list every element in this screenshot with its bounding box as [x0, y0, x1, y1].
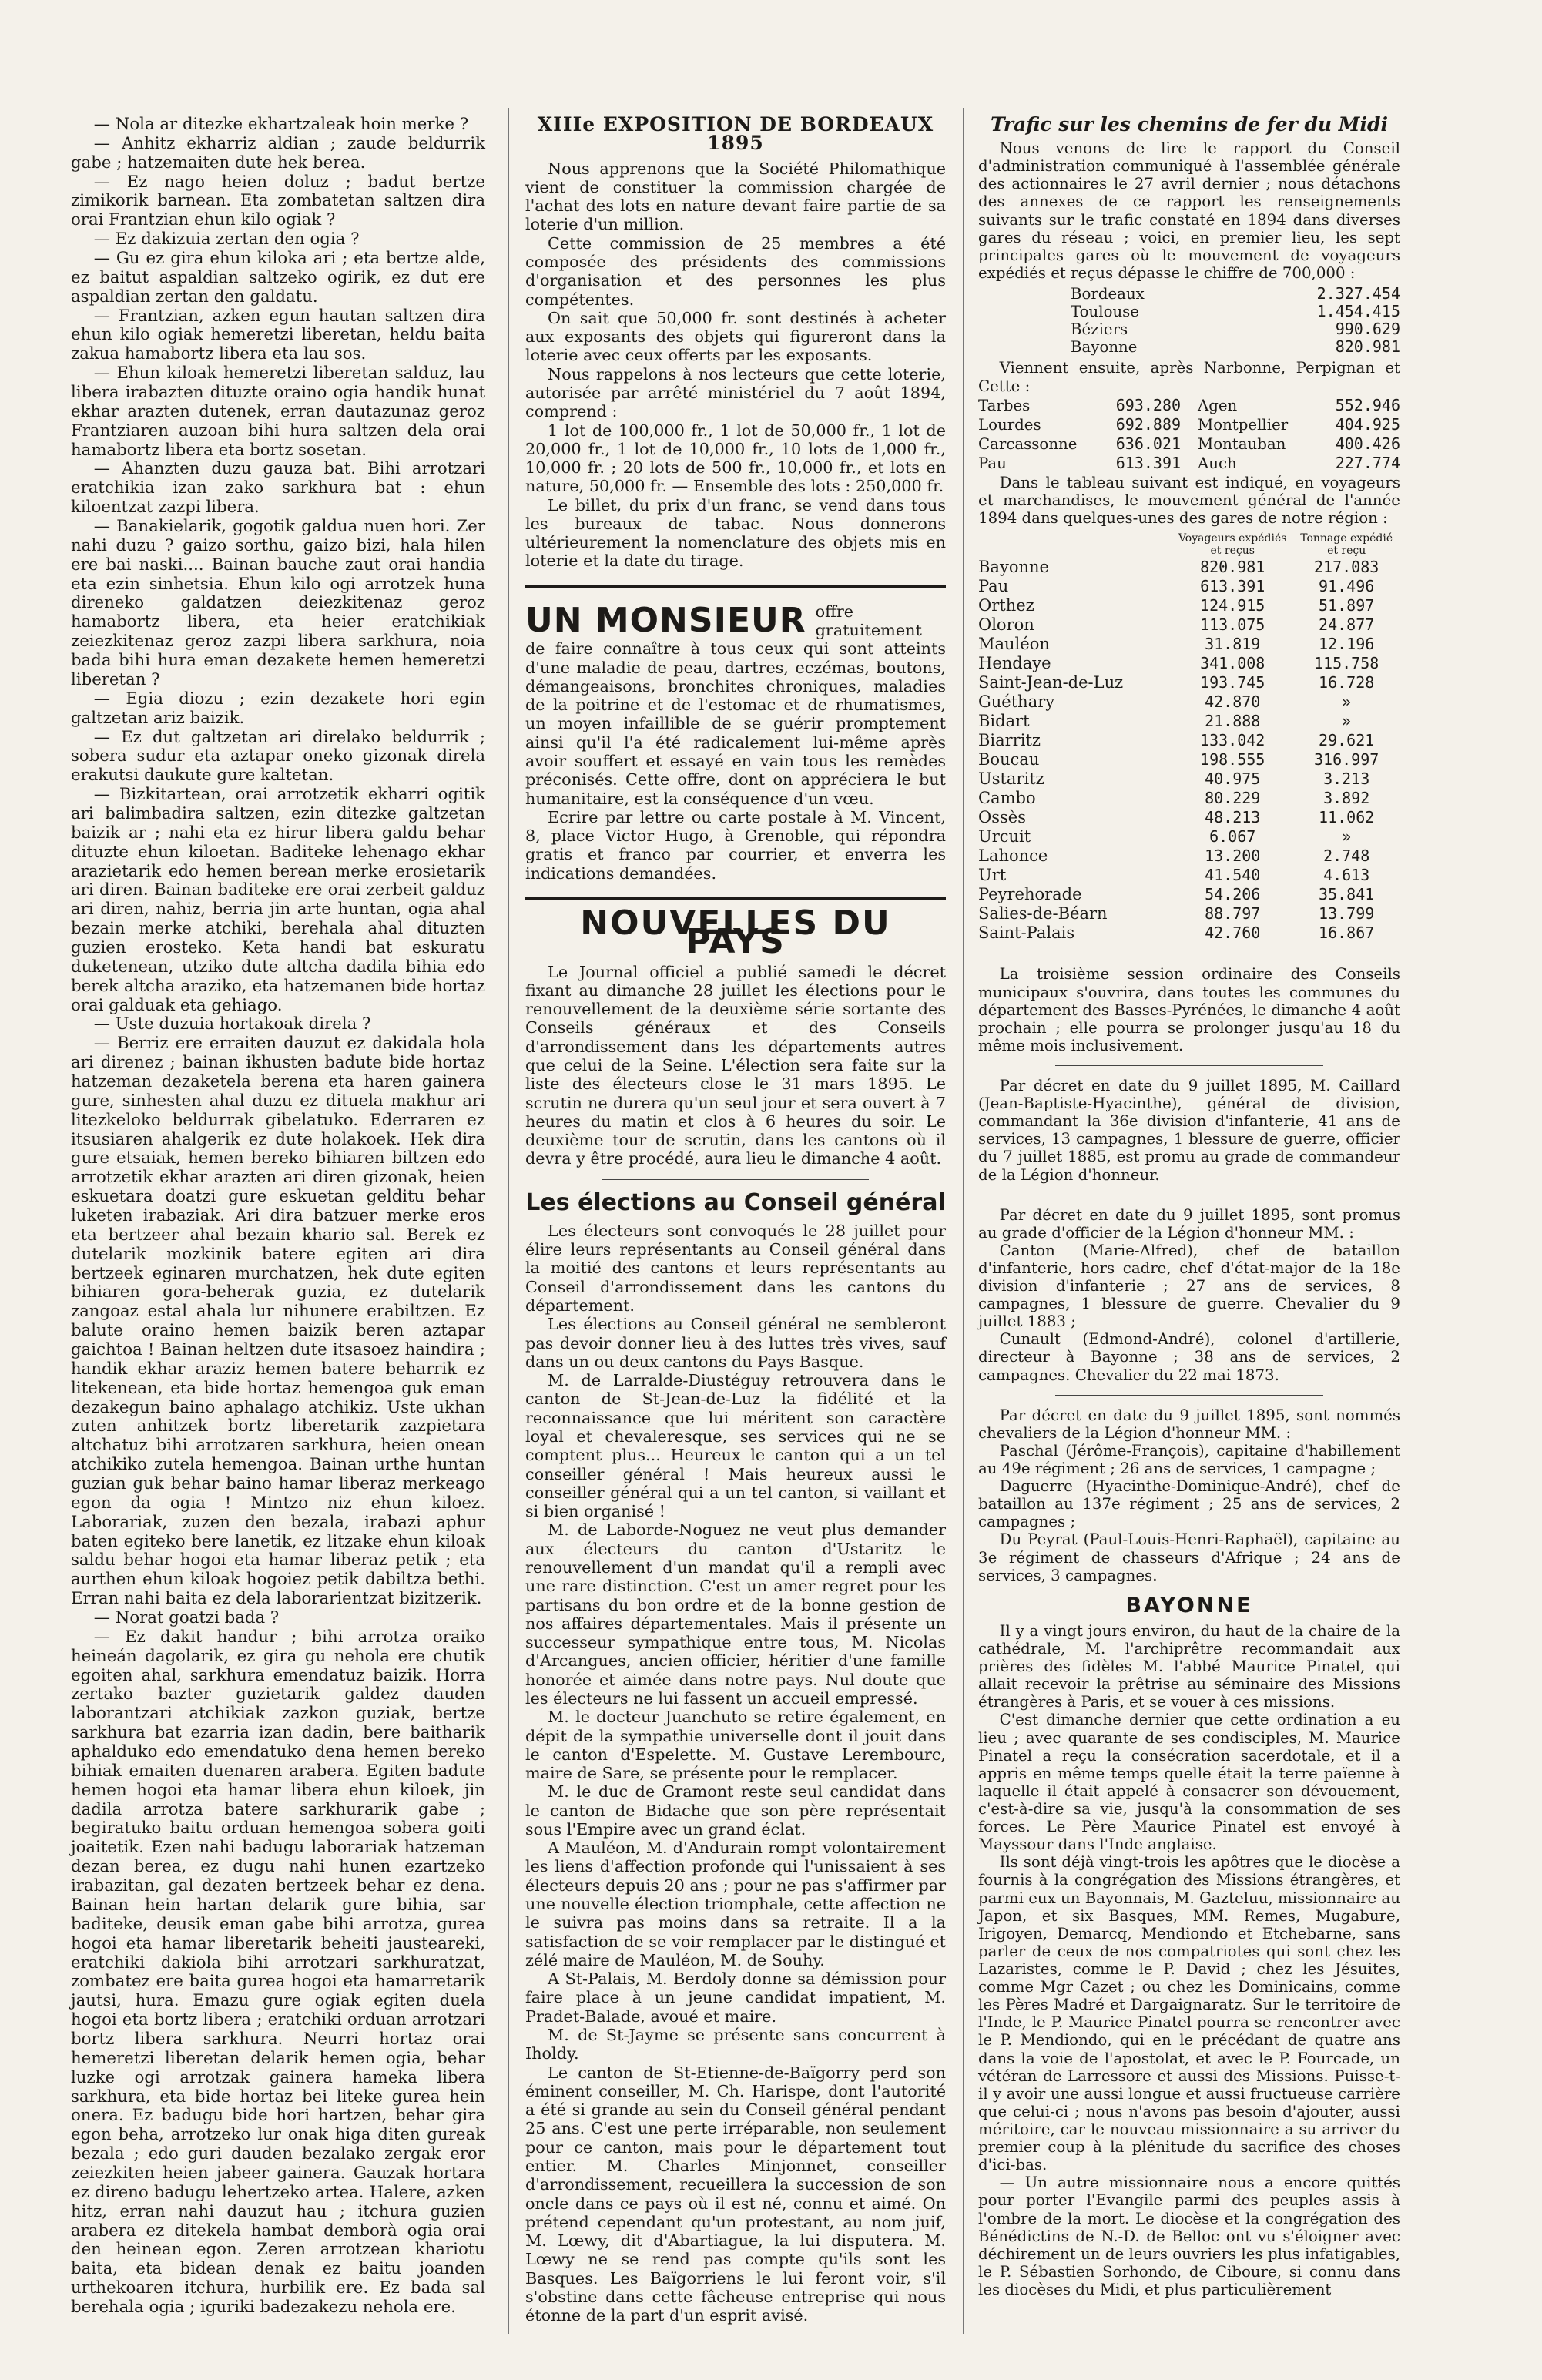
table-row	[978, 692, 1400, 712]
bayonne-body	[978, 1622, 1400, 2298]
station-cell: Boucau	[978, 750, 1040, 769]
paragraph: — Bizkitartean, orai arrotzetik ekharri ogitik ari balimbadira saltzen, ezin ditezke galtzetan baizik ar ; nahi eta ez hirur libera galdu behar dituzte ehun kiloetan. Baditeke lehenago ekhar arazietarik edo hemen berean merke erosietarik ari diren. Bainan baditeke ere orai zerbeit galduz ari diren, nahiz, berria jin arte huntan, ogia ahal bezain merke atchiki, berehala ahal dituzten guzien erosteko. Keta handi bat eskuratu duketenean, utziko dute altcha dadila bihia edo berek altcha araziko, eta hatzemanen bide hortaz orai galduak eta gehiago.	[71, 785, 485, 1015]
value-cell: 54.206	[1205, 885, 1261, 904]
paragraph: Nous rappelons à nos lecteurs que cette loterie, autorisée par arrêté ministériel du 7 août 1894, comprend :	[525, 364, 946, 421]
monsieur-contact: Ecrire par lettre ou carte postale à M. Vincent, 8, place Victor Hugo, à Grenoble, qui répondra gratis et franco par courrier, et enverra les indications demandées.	[525, 807, 946, 883]
value-cell: 3.213	[1323, 769, 1370, 789]
value-cell: 31.819	[1205, 635, 1261, 654]
station-name: Carcassonne	[978, 434, 1078, 453]
table-header: Voyageurs expédiés et reçus	[1178, 532, 1287, 558]
station-name: Montauban	[1197, 434, 1286, 453]
value-cell: 88.797	[1205, 904, 1261, 924]
separator-line	[1055, 1065, 1323, 1066]
value-cell: 613.391	[1200, 577, 1265, 596]
value-cell: 51.897	[1319, 596, 1375, 615]
value-cell: 13.799	[1319, 904, 1375, 924]
station-cell: Orthez	[978, 596, 1034, 615]
trafic-mid2: Dans le tableau suivant est indiqué, en voyageurs et marchandises, le mouvement général de l'année 1894 dans quelques-unes des gares de notre région :	[978, 474, 1400, 528]
table-row	[978, 866, 1400, 885]
value-cell: 341.008	[1200, 654, 1265, 673]
station-pair-row	[978, 397, 1400, 414]
decret-officiers	[978, 1206, 1400, 1384]
station-value: 227.774	[1335, 453, 1400, 472]
station-row	[1071, 338, 1400, 356]
paragraph: M. de Laborde-Noguez ne veut plus demander aux électeurs du canton d'Ustaritz le renouvellement d'un mandat qu'il a rempli avec une rare distinction. C'est un amer regret pour les partisans du bon ordre et de la bonne gestion de nos affaires départementales. Mais il présente un successeur sympathique entre tous, M. Nicolas d'Arcangues, ancien officier, héritier d'une famille honorée et aimée dans notre pays. Nul doute que les électeurs ne lui fassent un accueil empressé.	[525, 1520, 946, 1708]
basque-dialogue-body	[71, 116, 485, 2318]
value-cell: 16.867	[1319, 924, 1375, 943]
value-cell: 16.728	[1319, 673, 1375, 692]
value-cell: 91.496	[1319, 577, 1375, 596]
table-row	[978, 673, 1400, 692]
station-cell: Hendaye	[978, 654, 1051, 673]
table-row	[978, 577, 1400, 596]
paragraph: Nous apprenons que la Société Philomathique vient de constituer la commission chargée de l'achat des lots en nature devant faire partie de sa loterie d'un million.	[525, 159, 946, 234]
separator-line	[602, 1179, 869, 1180]
table-row	[978, 615, 1400, 635]
monsieur-text: offre gratuitement de faire connaître à tous ceux qui sont atteints d'une maladie de peau, dartres, eczémas, boutons, démangeaisons, bronchites chroniques, maladies de la poitrine et de l'estomac et de rhumatismes, un moyen infaillible de se guérir promptement ainsi qu'il l'a été radicalement lui-même après avoir souffert et essayé en vain tous les remèdes préconisés. Cette offre, dont on appréciera le but humanitaire, est la conséquence d'un vœu.	[525, 602, 946, 808]
trafic-mid: Viennent ensuite, après Narbonne, Perpignan et Cette :	[978, 359, 1400, 395]
paragraph: — Nola ar ditezke ekhartzaleak hoin merke ?	[93, 115, 469, 134]
paragraph: — Uste duzuia hortakoak direla ?	[93, 1014, 371, 1034]
station-value: 552.946	[1335, 395, 1400, 414]
station-value: 404.925	[1335, 414, 1400, 434]
station-cell: Cambo	[978, 789, 1036, 808]
paragraph: — Gu ez gira ehun kiloka ari ; eta bertze alde, ez baitut aspaldian saltzeko ogirik, ez dut ere aspaldian zertan den galdatu.	[71, 249, 485, 307]
table-row	[978, 885, 1400, 904]
paragraph: Le Journal officiel a publié samedi le décret fixant au dimanche 28 juillet les élections pour le renouvellement de la deuxième série sortante des Conseils généraux et des Conseils d'arrondissement dans les départements autres que celui de la Seine. L'élection sera faite sur la liste des électeurs close le 31 mars 1895. Le scrutin ne durera qu'un seul jour et sera ouvert à 7 heures du matin et clos à 6 heures du soir. Le deuxième tour de scrutin, dans les cantons où il devra y être procédé, aura lieu le dimanche 4 août.	[525, 962, 946, 1168]
nouvelles-title: NOUVELLES DU PAYS	[580, 903, 891, 962]
elections-body	[525, 1222, 946, 2325]
station-name: Toulouse	[1071, 303, 1140, 321]
station-cell: Mauléon	[978, 635, 1050, 654]
paragraph: — Anhitz ekharriz aldian ; zaude beldurrik gabe ; hatzemaiten dute hek berea.	[71, 133, 485, 173]
table-row	[978, 808, 1400, 827]
decret-chevaliers	[978, 1406, 1400, 1584]
station-cell: Bayonne	[978, 558, 1049, 577]
column-rule-1	[508, 108, 509, 2334]
station-name: Agen	[1197, 396, 1238, 414]
bayonne-title: BAYONNE	[1125, 1593, 1253, 1617]
table-row	[978, 750, 1400, 769]
exposition-title: XIIIe EXPOSITION DE BORDEAUX 1895	[537, 113, 934, 155]
paragraph: A St-Palais, M. Berdoly donne sa démission pour faire place à un jeune candidat impatient, M. Pradet-Balade, avoué et maire.	[525, 1969, 946, 2026]
paragraph: Paschal (Jérôme-François), capitaine d'habillement au 49e régiment ; 26 ans de services, 1 campagne ;	[978, 1441, 1400, 1478]
station-name: Lourdes	[978, 415, 1041, 434]
column-right	[978, 113, 1400, 2298]
paragraph: — Ehun kiloak hemeretzi liberetan salduz, lau libera irabazten dituzte oraino ogia handik hunat ekhar arazten dutenek, erran dautazunaz geroz Frantziaren auzoan bihi hura saltzen dela orai hamabortz libera eta bortz sosetan.	[71, 364, 485, 460]
station-cell: Peyrehorade	[978, 885, 1082, 904]
column-middle	[525, 113, 946, 2325]
table-header	[978, 531, 1172, 558]
nouvelles-body	[525, 963, 946, 1168]
paragraph: — Norat goatzi bada ?	[93, 1608, 280, 1628]
separator-bar	[525, 585, 946, 588]
station-value: 636.021	[1115, 434, 1182, 453]
value-cell: 133.042	[1200, 731, 1265, 750]
station-value: 2.327.454	[1316, 283, 1400, 303]
paragraph: Cette commission de 25 membres a été composée des présidents des commissions d'organisation et des personnes les plus compétentes.	[525, 233, 946, 309]
value-cell: 24.877	[1319, 615, 1375, 635]
paragraph: C'est dimanche dernier que cette ordination a eu lieu ; avec quarante de ses condisciples, M. Maurice Pinatel a reçu la consécration sacerdotale, et il a appris en même temps quelle était la terre païenne à laquelle il était appelé à consacrer son dévouement, c'est-à-dire sa vie, jusqu'à la consommation de ses forces. Le Père Maurice Pinatel est envoyé à Mayssour dans l'Inde anglaise.	[978, 1711, 1400, 1854]
value-cell: »	[1342, 712, 1352, 731]
value-cell: 124.915	[1200, 596, 1265, 615]
value-cell: 80.229	[1205, 789, 1261, 808]
station-cell: Ustaritz	[978, 769, 1044, 789]
station-value: 692.889	[1115, 414, 1182, 434]
paragraph: — Egia diozu ; ezin dezakete hori egin galtzetan ariz baizik.	[71, 689, 485, 728]
table-row	[978, 846, 1400, 866]
paragraph: — Un autre missionnaire nous a encore quittés pour porter l'Evangile parmi des peuples assis à l'ombre de la mort. Le diocèse et la congrégation des Bénédictins de N.-D. de Belloc ont vu s'éloigner avec déchirement un de leurs ouvriers les plus infatigables, le P. Sébastien Sorhondo, de Ciboure, si connu dans les diocèses du Midi, et plus particulièrement	[978, 2174, 1400, 2298]
paragraph: Ils sont déjà vingt-trois les apôtres que le diocèse a fournis à la congrégation des Missions étrangères, et parmi eux un Bayonnais, M. Gazteluu, missionnaire au Japon, et six Basques, MM. Remes, Mugabure, Irigoyen, Demarcq, Mendiondo et Etchebarne, sans parler de ceux de nos compatriotes qui sont chez les Lazaristes, comme le P. David ; chez les Jésuites, comme Mgr Cazet ; ou chez les Dominicains, comme les Pères Madré et Dargaignaratz. Sur le territoire de l'Inde, le P. Maurice Pinatel pourra se rencontrer avec le P. Mendiondo, qui en le précédant de quatre ans dans la voie de l'apostolat, et avec le P. Fourcade, un vétéran de Larressore et aussi des Missions. Puisse-t-il y avoir une aussi longue et aussi fructueuse carrière que celui-ci ; nous n'avons pas besoin d'ajouter, aussi méritoire, car le nouveau missionnaire a su arriver du premier coup à la plénitude du sacrifice des choses d'ici-bas.	[978, 1853, 1400, 2174]
station-value: 990.629	[1335, 320, 1400, 339]
value-cell: 3.892	[1323, 789, 1370, 808]
station-value: 1.454.415	[1316, 302, 1400, 321]
station-value: 400.426	[1335, 434, 1400, 453]
paragraph: Le billet, du prix d'un franc, se vend dans tous les bureaux de tabac. Nous donnerons ultérieurement la nomenclature des objets mis en loterie et la date du tirage.	[525, 495, 946, 571]
station-name: Bayonne	[1071, 338, 1138, 357]
value-cell: 193.745	[1200, 673, 1265, 692]
value-cell: »	[1342, 827, 1352, 846]
monsieur-advertisement	[525, 602, 946, 883]
table-row	[978, 712, 1400, 731]
value-cell: 217.083	[1314, 558, 1379, 577]
value-cell: 6.067	[1209, 827, 1256, 846]
value-cell: 48.213	[1205, 808, 1261, 827]
value-cell: 40.975	[1205, 769, 1261, 789]
value-cell: 41.540	[1205, 866, 1261, 885]
trafic-intro: Nous venons de lire le rapport du Conseil d'administration communiqué à l'assemblée générale des actionnaires le 27 avril dernier ; nous détachons des annexes de ce rapport les renseignements suivants sur le trafic constaté en 1894 dans diverses gares du réseau ; voici, en premier lieu, les sept principales gares où le mouvement de voyageurs expédiés et reçus dépasse le chiffre de 700,000 :	[978, 139, 1400, 282]
value-cell: 113.075	[1200, 615, 1265, 635]
stations-table	[978, 531, 1400, 943]
paragraph: — Frantzian, azken egun hautan saltzen dira ehun kilo ogiak hemeretzi liberetan, heldu baita zakua hamabortz libera eta lau sos.	[71, 306, 485, 364]
table-row	[978, 904, 1400, 924]
paragraph: — Banakielarik, gogotik galdua nuen hori. Zer nahi duzu ? gaizo sorthu, gaizo bizi, hala hilen ere bai naski.... Bainan bauche zaut orai handia eta ezin sinhetsia. Ehun kilo ogi arrotzek huna direneko galdatzen deiezkitenaz geroz hamabortz libera, eta heier eratchikiak zeiezkitenaz geroz zazpi libera sarkhura, noia bada bihi hura eman dezakete hemen hemeretzi liberetan ?	[71, 517, 485, 689]
paragraph: A Mauléon, M. d'Andurain rompt volontairement les liens d'affection profonde qui l'unissaient à ses électeurs depuis 20 ans ; pour ne pas s'affirmer par une nouvelle élection triomphale, cette affection ne le suivra pas moins dans sa retraite. Il a la satisfaction de se voir remplacer par le distingué et zélé maire de Mauléon, M. de Souhy.	[525, 1839, 946, 1969]
station-cell: Saint-Jean-de-Luz	[978, 673, 1124, 692]
paragraph: 1 lot de 100,000 fr., 1 lot de 50,000 fr., 1 lot de 20,000 fr., 1 lot de 10,000 fr., 10 lots de 1,000 fr., 10,000 fr. ; 20 lots de 500 fr., 10,000 fr., et lots en nature, 50,000 fr. — Ensemble des lots : 250,000 fr.	[525, 421, 946, 496]
paragraph: On sait que 50,000 fr. sont destinés à acheter aux exposants des objets qui figureront dans la loterie avec ceux offerts par les exposants.	[525, 308, 946, 365]
value-cell: 13.200	[1205, 846, 1261, 866]
column-basque-dialogue	[71, 116, 485, 2318]
value-cell: 42.760	[1205, 924, 1261, 943]
station-name: Béziers	[1071, 320, 1128, 339]
value-cell: 21.888	[1205, 712, 1261, 731]
station-pair-row	[978, 454, 1400, 472]
paragraph: Du Peyrat (Paul-Louis-Henri-Raphaël), capitaine au 3e régiment de chasseurs d'Afrique ; 24 ans de services, 3 campagnes.	[978, 1530, 1400, 1584]
station-cell: Pau	[978, 577, 1009, 596]
table-row	[978, 558, 1400, 577]
station-cell: Urt	[978, 866, 1007, 885]
value-cell: »	[1342, 692, 1352, 712]
paragraph: — Berriz ere erraiten dauzut ez dakidala hola ari direnez ; bainan ikhusten badute bide hortaz hatzeman dezaketela berena eta haren gainera gure, sinhesten ahal duzu ez dituela makhur ari litezkeloko beldurrak gibelatuko. Ederraren ez itsusiaren ahalgerik ez dute holakoek. Hek dira gure etsaiak, hemen bereko bihiaren biltzen edo arrotzetik ekhar arazten ari diren gizonak, heien eskuetara doatzi gure eskuetan gelditu behar luketen irabaziak. Ari dira batzuer merke eros eta bertzeer ahal bezain khario sal. Berek ez dutelarik mozkinik batere egiten ari dira bertzeek eginaren murchatzen, hek dute egiten bihiaren gora-beherak guzia, ez dutelarik zangoaz estal ahala lur nihunere erabiltzen. Ez balute oraino hemen baizik beren aztapar gaichtoa ! Bainan heltzen dute itsasoez haindira ; handik ekhar araziz hemen batere beharrik ez litekenean, eta bide hortaz hemengoa guk eman dezakegun baino aphalago atchikiz. Uste ukhan zuten anhitzek bortz liberetarik zazpietara altchatuz bihi arrotzaren sarkhura, heien onean atchikiko zutela hemengoa. Bainan urthe huntan guzian guk behar baino hamar liberaz merkeago egon da ogia ! Mintzo niz ehun kiloez. Laborariak, zuzen den bezala, irabazi aphur baten egiteko bere lanetik, ez litzake ehun kiloak saldu behar hogoi eta hamar liberaz petik ; eta aurthen ehun kiloak hogoiez petik dabiltza bethi. Erran nahi baita ez dela laborarientzat bizitzerik.	[71, 1034, 485, 1609]
trafic-title: Trafic sur les chemins de fer du Midi	[991, 113, 1388, 136]
value-cell: 820.981	[1200, 558, 1265, 577]
station-pair-row	[978, 416, 1400, 434]
table-row	[978, 596, 1400, 615]
paragraph: M. le duc de Gramont reste seul candidat dans le canton de Bidache que son père représentait sous l'Empire avec un grand éclat.	[525, 1782, 946, 1839]
value-cell: 115.758	[1314, 654, 1379, 673]
station-row	[1071, 320, 1400, 338]
paragraph: — Ez dakit handur ; bihi arrotza oraiko heineán dagolarik, ez gira gu nehola ere chutik egoiten ahal, sarkhura emendatuz baizik. Horra zertako bazter guzietarik galdez dauden laborantzari atchikiak zazkon guziak, bertze sarkhura bat ezarria izan dadin, bere baitharik aphalduko edo emendatuko dena hemen bereko bihiak emaiten duenaren arabera. Egiten badute hemen hogoi eta hamar libera ehun kiloek, jin dadila arrotza batere sarkhurarik gabe ; begiratuko baitu orduan hemengoa sobera goiti joaitetik. Ezen nahi badugu laborariak hatzeman dezan berea, ez dugu nahi hunen ezartzeko irabazitan, gal dezaten bertzeek behar ez dena. Bainan hein hartan delarik gure bihia, sar baditeke, deusik eman gabe bihi arrotza, gurea hogoi eta hamar liberetarik beheiti jausteareki, eratchiki dakiola bihi arrotzari sarkhuratzat, zombatez ere baita gurea hogoi eta hamarretarik jautsi, hura. Emazu gure ogiak egiten duela hogoi eta bortz libera ; eratchiki orduan arrotzari bortz libera sarkhura. Neurri hortaz orai hemeretzi liberetan delarik hemen ogia, behar luzke ogi arrotzak gainera hameka libera sarkhura, eta bide hortaz bei liteke gurea hein onera. Ez badugu bide hori hartzen, behar gira egon beha, arrotzeko lur onak higa diten gureak bezala ; edo guri dauden bezalako zergak eror zeiezkiten heien jabeer gainera. Gauzak hortara ez direno badugu lehertzeko artea. Halere, azken hitz, erran nahi dauzut hau ; itchura guzien arabera ez ditekela hambat demborà ogia orai den heinean egon. Zeren arrotzean khariotu baita, eta bidean denak ez baitu joanden urthekoaren itchura, hurbilik ere. Ez bada sal berehala ogia ; iguriki badezakezu nehola ere.	[71, 1627, 485, 2317]
paragraph: Le canton de St-Etienne-de-Baïgorry perd son éminent conseiller, M. Ch. Harispe, dont l'autorité a été si grande au sein du Conseil général pendant 25 ans. C'est une perte irréparable, non seulement pour ce canton, mais pour le département tout entier. M. Charles Minjonnet, conseiller d'arrondissement, recueillera la succession de son oncle dans ce pays où il est né, connu et aimé. On prétend cependant qu'un protestant, au nom juif, M. Lœwy, dit d'Abartiague, la lui disputera. M. Lœwy ne se rend pas compte qu'ils sont les Basques. Les Baïgorriens le lui feront voir, s'il s'obstine dans cette fâcheuse entreprise qui nous étonne de la part d'un esprit avisé.	[525, 2063, 946, 2325]
station-cell: Guéthary	[978, 692, 1055, 712]
station-value: 613.391	[1115, 453, 1182, 472]
station-cell: Salies-de-Béarn	[978, 904, 1108, 924]
paragraph: Les élections au Conseil général ne sembleront pas devoir donner lieu à des luttes très vives, sauf dans un ou deux cantons du Pays Basque.	[525, 1315, 946, 1371]
station-cell: Lahonce	[978, 846, 1048, 866]
table-row	[978, 827, 1400, 846]
table-row	[978, 731, 1400, 750]
paragraph: M. de Larralde-Diustéguy retrouvera dans le canton de St-Jean-de-Luz la fidélité et la reconnaissance que lui méritent son caractère loyal et chevaleresque, ses services qui ne se comptent plus... Heureux le canton qui a un tel conseiller général ! Mais heureux aussi le conseiller général qui a un tel canton, si vaillant et si bien organisé !	[525, 1371, 946, 1521]
value-cell: 35.841	[1319, 885, 1375, 904]
separator-bar	[525, 897, 946, 900]
paragraph: M. de St-Jayme se présente sans concurrent à Iholdy.	[525, 2026, 946, 2063]
monsieur-title: UN MONSIEUR	[525, 600, 806, 640]
table-row	[978, 769, 1400, 789]
station-name: Bordeaux	[1071, 284, 1145, 303]
paragraph: Il y a vingt jours environ, du haut de la chaire de la cathédrale, M. l'archiprêtre recommandait aux prières des fidèles M. l'abbé Maurice Pinatel, qui allait recevoir la prêtrise au séminaire des Missions étrangères à Paris, et se vouer à ces missions.	[978, 1621, 1400, 1711]
station-name: Tarbes	[978, 396, 1031, 414]
table-row	[978, 924, 1400, 943]
paragraph: Les électeurs sont convoqués le 28 juillet pour élire leurs représentants au Conseil général dans la moitié des cantons et leurs représentants au Conseil d'arrondissement dans les cantons du département.	[525, 1221, 946, 1316]
value-cell: 2.748	[1323, 846, 1370, 866]
table-header: Tonnage expédié et reçu	[1300, 532, 1393, 558]
value-cell: 29.621	[1319, 731, 1375, 750]
station-cell: Bidart	[978, 712, 1030, 731]
table-row	[978, 635, 1400, 654]
table-row	[978, 654, 1400, 673]
station-value: 693.280	[1115, 395, 1182, 414]
station-cell: Ossès	[978, 808, 1026, 827]
paragraph: M. le docteur Juanchuto se retire également, en dépit de la sympathie universelle dont il jouit dans le canton d'Espelette. M. Gustave Lerembourc, maire de Sare, se présente pour le remplacer.	[525, 1708, 946, 1783]
station-pair-row	[978, 435, 1400, 453]
paragraph: Canton (Marie-Alfred), chef de bataillon d'infanterie, hors cadre, chef d'état-major de la 18e division d'infanterie ; 27 ans de services, 8 campagnes, 1 blessure de guerre. Chevalier du 9 juillet 1883 ;	[978, 1241, 1400, 1331]
station-cell: Biarritz	[978, 731, 1041, 750]
paragraph: — Ahanzten duzu gauza bat. Bihi arrotzari eratchikia izan zako sarkhura bat : ehun kiloentzat zazpi libera.	[71, 459, 485, 518]
column-rule-2	[963, 108, 964, 2334]
session-text: La troisième session ordinaire des Conseils municipaux s'ouvrira, dans toutes les communes du département des Basses-Pyrénées, le dimanche 4 août prochain ; elle pourra se prolonger jusqu'au 18 du même mois inclusivement.	[978, 965, 1400, 1054]
decret-commandeur: Par décret en date du 9 juillet 1895, M. Caillard (Jean-Baptiste-Hyacinthe), général de division, commandant la 36e division d'infanterie, 41 ans de services, 13 campagnes, 1 blessure de guerre, officier du 7 juillet 1885, est promu au grade de commandeur de la Légion d'honneur.	[978, 1076, 1400, 1184]
paragraph: — Ez nago heien doluz ; badut bertze zimikorik barnean. Eta zombatetan saltzen dira orai Frantzian ehun kilo ogiak ?	[71, 172, 485, 230]
value-cell: 12.196	[1319, 635, 1375, 654]
station-name: Pau	[978, 454, 1007, 472]
value-cell: 42.870	[1205, 692, 1261, 712]
station-name: Auch	[1197, 454, 1237, 472]
value-cell: 4.613	[1323, 866, 1370, 885]
paragraph: Cunault (Edmond-André), colonel d'artillerie, directeur à Bayonne ; 38 ans de services, 2 campagnes. Chevalier du 22 mai 1873.	[978, 1330, 1400, 1384]
paragraph: — Ez dut galtzetan ari direlako beldurrik ; sobera sudur eta aztapar oneko gizonak direla erakutsi daukute gure kaltetan.	[71, 727, 485, 786]
station-row	[1071, 285, 1400, 303]
station-pairs	[978, 397, 1400, 472]
table-row	[978, 789, 1400, 808]
station-cell: Oloron	[978, 615, 1034, 635]
top-stations-list	[1071, 285, 1400, 356]
paragraph: — Ez dakizuia zertan den ogia ?	[93, 230, 360, 250]
station-value: 820.981	[1335, 337, 1400, 357]
separator-line	[1055, 1395, 1323, 1396]
station-name: Montpellier	[1197, 415, 1289, 434]
station-cell: Saint-Palais	[978, 924, 1075, 943]
station-row	[1071, 303, 1400, 320]
value-cell: 316.997	[1314, 750, 1379, 769]
value-cell: 11.062	[1319, 808, 1375, 827]
elections-title: Les élections au Conseil général	[525, 1188, 946, 1216]
paragraph: Daguerre (Hyacinthe-Dominique-André), chef de bataillon au 137e régiment ; 25 ans de services, 2 campagnes ;	[978, 1477, 1400, 1531]
paragraph: Par décret en date du 9 juillet 1895, sont nommés chevaliers de la Légion d'honneur MM. :	[978, 1406, 1400, 1442]
paragraph: Par décret en date du 9 juillet 1895, sont promus au grade d'officier de la Légion d'honneur MM. :	[978, 1205, 1400, 1242]
value-cell: 198.555	[1200, 750, 1265, 769]
exposition-body	[525, 159, 946, 571]
station-cell: Urcuit	[978, 827, 1031, 846]
